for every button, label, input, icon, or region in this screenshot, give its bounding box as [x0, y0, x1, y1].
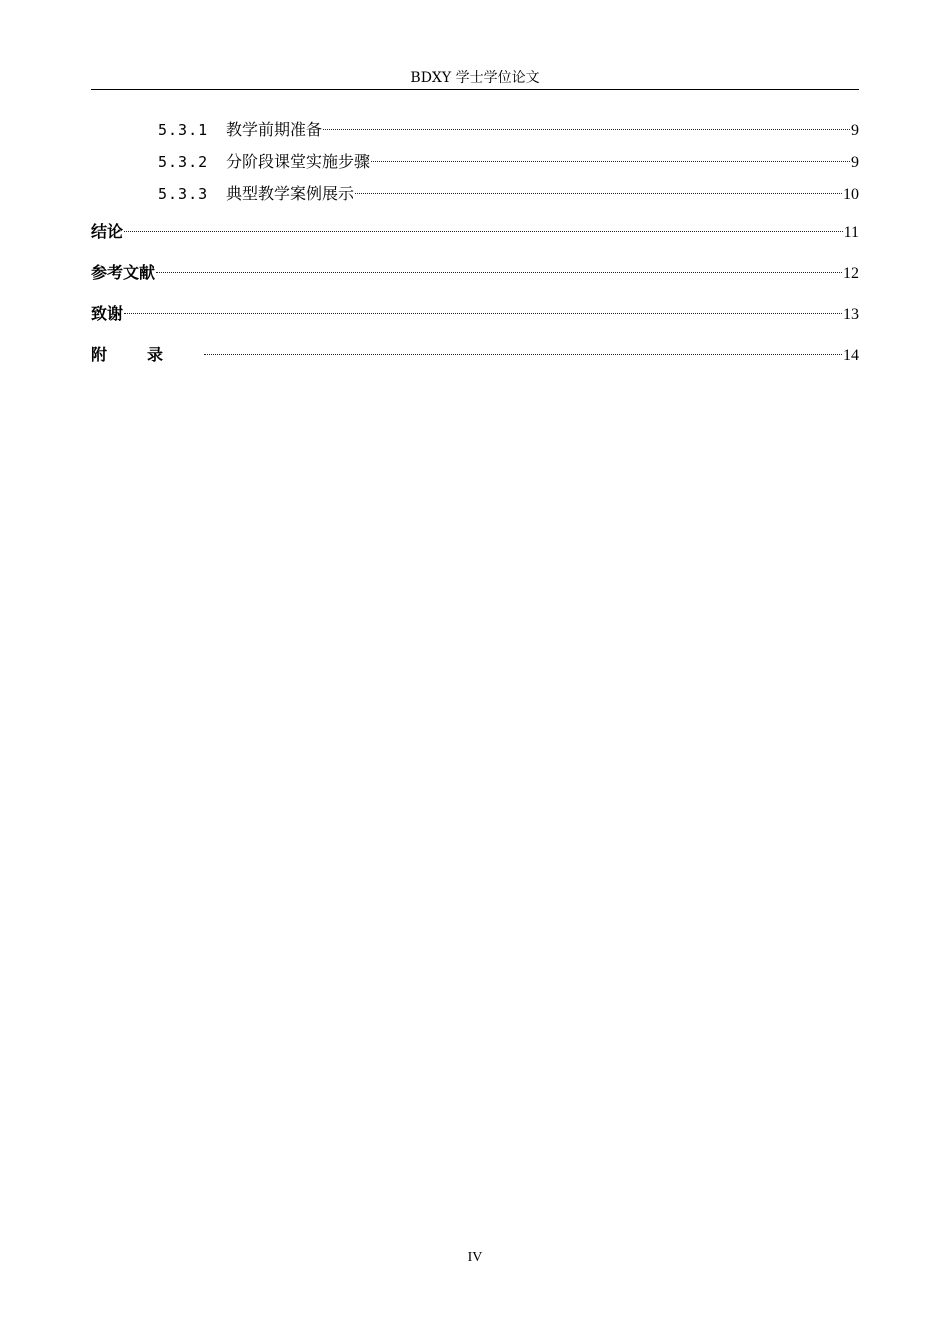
toc-entry-number: 5.3.2	[158, 153, 209, 171]
toc-entry-5-3-1[interactable]	[91, 118, 859, 150]
toc-entry-title: 参考文献	[91, 263, 156, 282]
dot-leader	[371, 161, 850, 162]
toc-entry-title: 附录	[91, 345, 204, 364]
toc-entry-5-3-3[interactable]	[91, 182, 859, 214]
toc-entry-conclusion[interactable]	[91, 220, 859, 261]
toc-entry-title: 结论	[91, 222, 124, 241]
toc-entry-page: 9	[851, 122, 859, 139]
toc-entry-number: 5.3.1	[158, 121, 209, 139]
toc-entry-page: 13	[843, 306, 859, 323]
page-number: IV	[467, 1250, 483, 1265]
toc-entry-title: 致谢	[91, 304, 124, 323]
toc-entry-references[interactable]	[91, 261, 859, 302]
toc-entry-page: 14	[843, 347, 859, 364]
toc-entry-page: 10	[843, 186, 859, 203]
toc-entry-number: 5.3.3	[158, 185, 209, 203]
toc-entry-appendix[interactable]	[91, 343, 859, 384]
toc-entry-5-3-2[interactable]	[91, 150, 859, 182]
toc-entry-title: 教学前期准备	[226, 120, 323, 139]
toc-entry-title: 典型教学案例展示	[226, 184, 355, 203]
dot-leader	[124, 231, 843, 232]
toc-entry-page: 9	[851, 154, 859, 171]
table-of-contents	[91, 118, 859, 384]
dot-leader	[204, 354, 842, 355]
dot-leader	[355, 193, 842, 194]
page-header	[91, 67, 859, 90]
toc-entry-page: 12	[843, 265, 859, 282]
dot-leader	[156, 272, 842, 273]
dot-leader	[124, 313, 842, 314]
dot-leader	[323, 129, 850, 130]
page-footer	[0, 1249, 950, 1267]
toc-entry-acknowledgements[interactable]	[91, 302, 859, 343]
toc-entry-title: 分阶段课堂实施步骤	[226, 152, 371, 171]
toc-entry-page: 11	[843, 224, 859, 241]
header-title: BDXY 学士学位论文	[410, 70, 540, 86]
